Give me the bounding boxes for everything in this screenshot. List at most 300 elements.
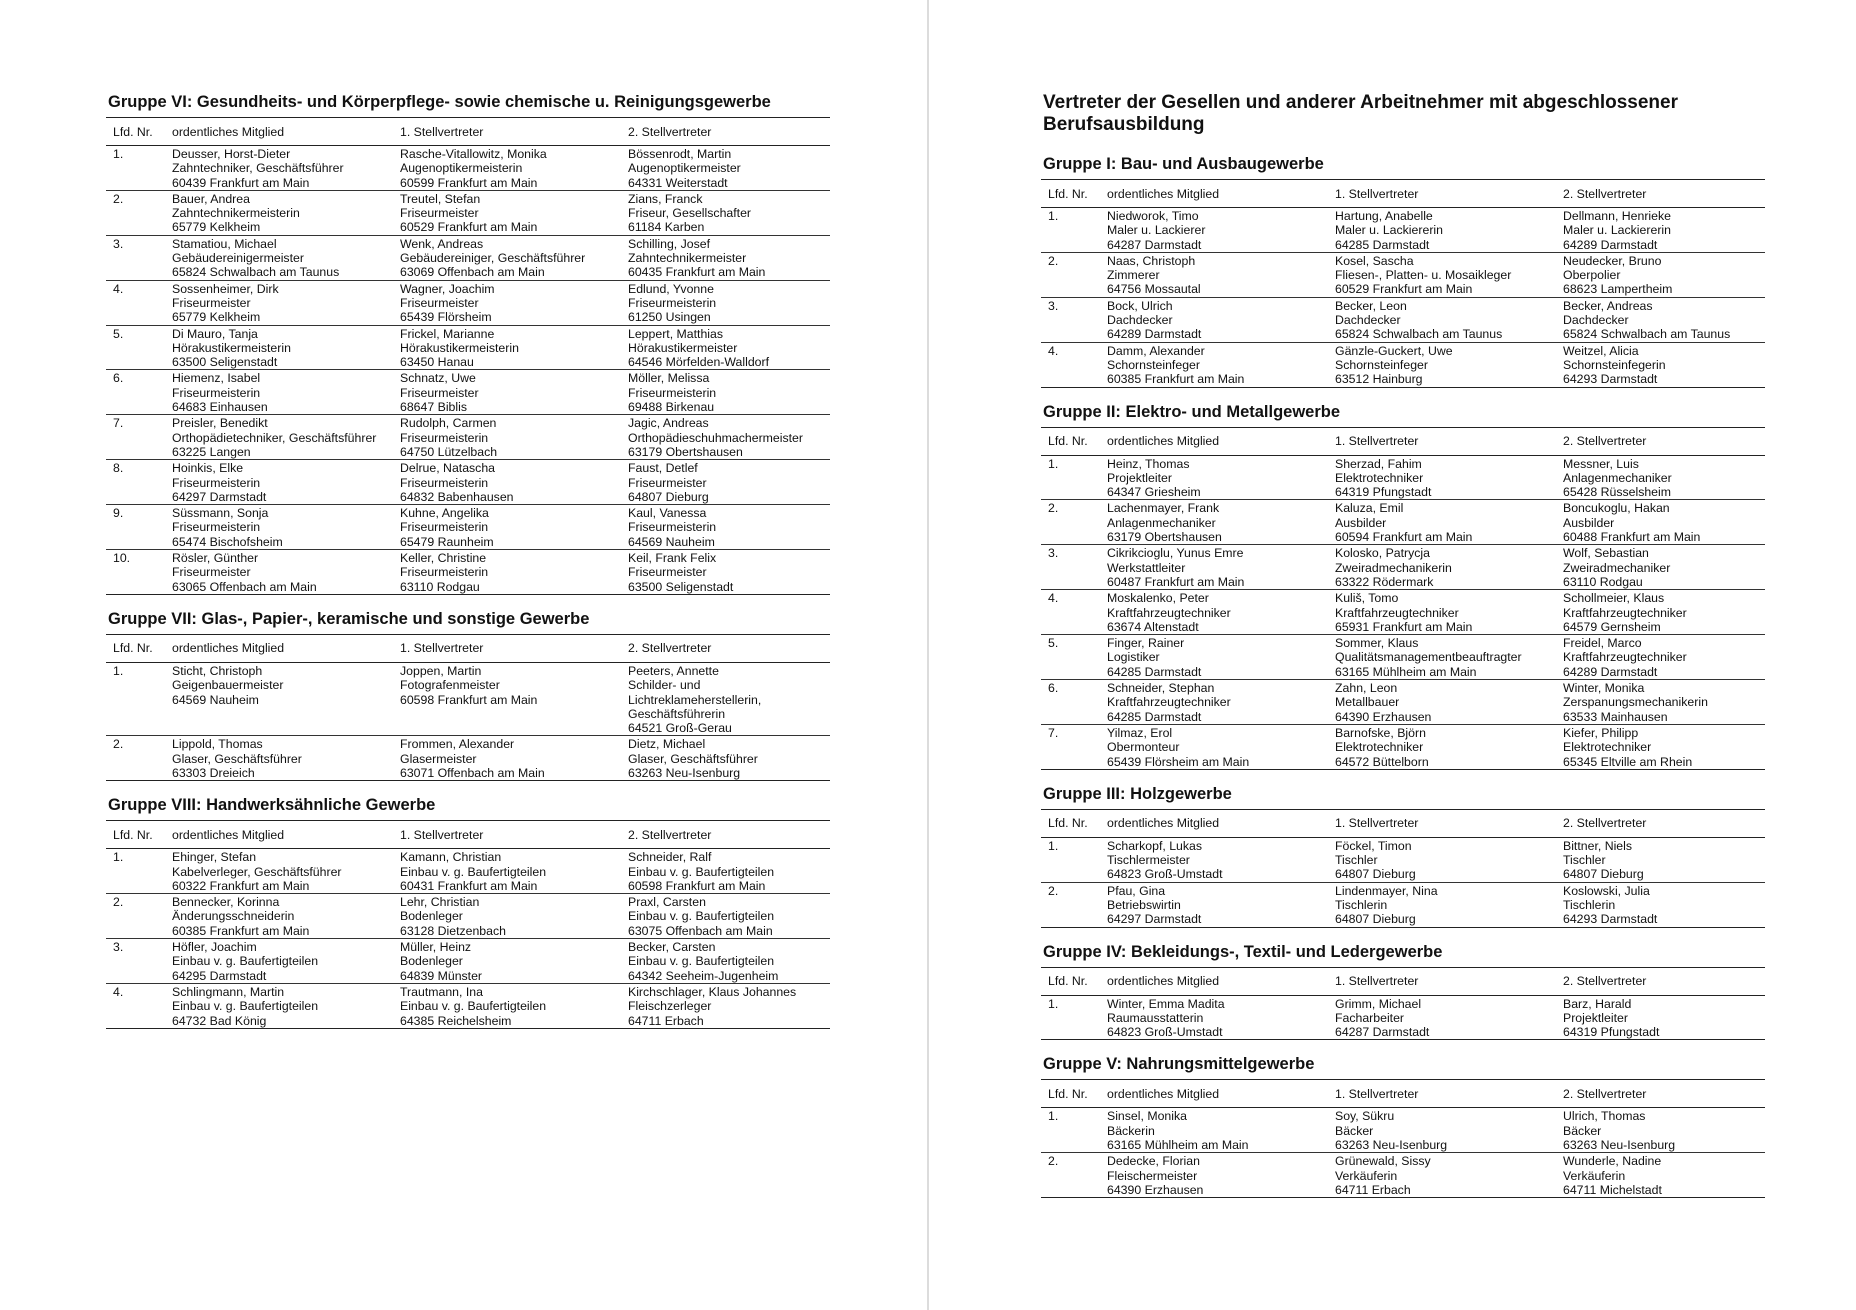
person-name: Zians, Franck [628,191,703,206]
person-occupation: Friseur, Gesellschafter [628,206,752,221]
group-section [1041,154,1765,388]
column-header-deputy-2: 2. Stellvertreter [621,634,830,662]
members-table [1041,427,1765,770]
person-name: Winter, Monika [1563,681,1645,696]
person-occupation: Friseurmeister [400,206,479,221]
person-name: Schollmeier, Klaus [1563,591,1665,606]
row-number: 1. [1041,455,1100,500]
person-location: 63225 Langen [172,444,251,459]
person-name: Niedworok, Timo [1107,209,1199,223]
column-header-member: ordentliches Mitglied [165,634,393,662]
table-header [1041,180,1765,208]
person-occupation: Tischler [1563,853,1606,868]
person-location: 64347 Griesheim [1107,485,1201,500]
person-occupation: Facharbeiter [1335,1010,1405,1025]
table-row [106,983,830,1028]
column-header-deputy-1: 1. Stellvertreter [1328,427,1556,455]
person-name: Di Mauro, Tanja [172,326,258,341]
deputy-2-cell [621,325,830,370]
table-row [106,736,830,781]
person-name: Moskalenko, Peter [1107,591,1209,606]
person-name: Sinsel, Monika [1107,1109,1187,1124]
person-location: 60488 Frankfurt am Main [1563,530,1701,545]
person-occupation: Friseurmeisterin [628,520,717,535]
deputy-2-cell [1556,297,1765,342]
person-name: Rudolph, Carmen [400,416,497,431]
table-row [106,415,830,460]
column-header-member: ordentliches Mitglied [165,118,393,146]
person-occupation: Friseurmeisterin [400,565,489,580]
column-header-deputy-1: 1. Stellvertreter [1328,967,1556,995]
row-number: 4. [1041,590,1100,635]
table-header [1041,967,1765,995]
deputy-2-cell [621,280,830,325]
member-cell [165,939,393,984]
person-name: Lachenmayer, Frank [1107,501,1220,516]
person-occupation: Elektrotechniker [1563,740,1652,755]
members-table [106,820,830,1029]
person-name: Wolf, Sebastian [1563,546,1649,561]
row-number: 6. [106,370,165,415]
person-occupation: Friseurmeisterin [400,520,489,535]
person-occupation: Qualitätsmanagementbeauftragter [1335,650,1522,665]
person-name: Höfler, Joachim [172,940,257,955]
table-row [1041,995,1765,1040]
person-name: Frommen, Alexander [400,737,515,752]
group-section [1041,402,1765,770]
row-number: 2. [1041,252,1100,297]
person-name: Neudecker, Bruno [1563,253,1662,268]
deputy-2-cell [1556,882,1765,927]
column-header-nr: Lfd. Nr. [1041,180,1100,208]
member-cell [165,280,393,325]
person-name: Dietz, Michael [628,737,706,752]
deputy-1-cell [1328,252,1556,297]
column-header-deputy-1: 1. Stellvertreter [393,634,621,662]
deputy-2-cell [621,505,830,550]
deputy-2-cell [1556,342,1765,387]
person-location: 60529 Frankfurt am Main [400,220,538,235]
person-occupation: Bäcker [1335,1123,1374,1138]
table-row [1041,500,1765,545]
person-occupation: Raumausstatterin [1107,1010,1204,1025]
person-occupation: Änderungsschneiderin [172,909,295,924]
member-cell [165,415,393,460]
table-row [1041,590,1765,635]
person-name: Delrue, Natascha [400,461,496,476]
person-name: Bittner, Niels [1563,838,1633,853]
person-name: Becker, Andreas [1563,298,1653,313]
person-location: 64385 Reichelsheim [400,1013,512,1028]
members-table [1041,809,1765,928]
person-occupation: Maler u. Lackiererin [1563,223,1671,238]
person-name: Becker, Leon [1335,298,1407,313]
row-number: 7. [106,415,165,460]
person-location: 64285 Darmstadt [1335,237,1430,252]
row-number: 2. [106,736,165,781]
person-location: 63069 Offenbach am Main [400,265,545,280]
person-location: 64293 Darmstadt [1563,372,1658,387]
person-name: Bössenrodt, Martin [628,147,732,161]
row-number: 10. [106,550,165,595]
person-name: Winter, Emma Madita [1107,996,1225,1011]
person-name: Hoinkis, Elke [172,461,244,476]
group-section [106,609,830,781]
deputy-2-cell [621,235,830,280]
deputy-1-cell [393,550,621,595]
person-name: Sossenheimer, Dirk [172,281,279,296]
person-location: 64331 Weiterstadt [628,175,728,190]
row-number: 1. [106,662,165,735]
person-name: Soy, Sükru [1335,1109,1395,1124]
person-location: 64319 Pfungstadt [1563,1025,1660,1040]
person-name: Rösler, Günther [172,551,259,566]
person-occupation: Geigenbauermeister [172,678,284,693]
person-occupation: Orthopädieschuhmachermeister [628,430,803,445]
person-occupation: Zahntechnikermeister [628,251,747,266]
deputy-1-cell [393,939,621,984]
table-row [1041,252,1765,297]
person-name: Sommer, Klaus [1335,636,1419,651]
person-occupation: Zahntechnikermeisterin [172,206,300,221]
column-header-member: ordentliches Mitglied [1100,180,1328,208]
person-location: 64569 Nauheim [628,534,715,549]
table-row [1041,1108,1765,1153]
person-occupation: Elektrotechniker [1335,740,1424,755]
column-header-deputy-1: 1. Stellvertreter [1328,180,1556,208]
member-cell [1100,724,1328,769]
row-number: 8. [106,460,165,505]
person-location: 60439 Frankfurt am Main [172,175,310,190]
person-name: Stamatiou, Michael [172,236,277,251]
person-name: Keil, Frank Felix [628,551,717,566]
person-occupation: Tischler [1335,853,1378,868]
person-location: 60599 Frankfurt am Main [400,175,538,190]
member-cell [1100,342,1328,387]
person-location: 64285 Darmstadt [1107,664,1202,679]
deputy-2-cell [621,146,830,191]
left-page-content [106,92,830,1043]
table-row [1041,837,1765,882]
person-location: 64390 Erzhausen [1335,709,1432,724]
person-name: Hiemenz, Isabel [172,371,261,386]
person-occupation: Bäcker [1563,1123,1602,1138]
table-row [1041,545,1765,590]
person-name: Jagic, Andreas [628,416,709,431]
person-location: 64807 Dieburg [1335,867,1416,882]
person-name: Kosel, Sascha [1335,253,1414,268]
group-title: Gruppe VI: Gesundheits- und Körperpflege- sowie chemische u. Reinigungsgewerbe [108,93,771,111]
member-cell [1100,252,1328,297]
person-location: 63263 Neu-Isenburg [628,765,741,780]
person-location: 63500 Seligenstadt [172,355,278,370]
person-occupation: Elektrotechniker [1335,470,1424,485]
person-name: Treutel, Stefan [400,191,481,206]
person-occupation: Hörakustikermeisterin [172,340,291,355]
person-location: 61184 Karben [628,220,705,235]
column-header-deputy-1: 1. Stellvertreter [1328,809,1556,837]
deputy-1-cell [393,190,621,235]
person-name: Naas, Christoph [1107,253,1196,268]
group-title: Gruppe IV: Bekleidungs-, Textil- und Ledergewerbe [1043,942,1443,961]
row-number: 3. [1041,297,1100,342]
deputy-1-cell [1328,590,1556,635]
deputy-2-cell [1556,208,1765,253]
deputy-1-cell [393,235,621,280]
person-location: 63110 Rodgau [400,579,480,594]
person-name: Kirchschlager, Klaus Johannes [628,984,797,999]
person-occupation: Friseurmeister [172,565,251,580]
person-name: Ehinger, Stefan [172,850,257,865]
person-name: Bennecker, Korinna [172,895,280,910]
member-cell [165,370,393,415]
person-occupation: Friseurmeisterin [628,385,717,400]
person-occupation: Friseurmeister [172,295,251,310]
person-name: Edlund, Yvonne [628,281,714,296]
person-location: 64823 Groß-Umstadt [1107,1025,1223,1040]
table-row [106,190,830,235]
deputy-1-cell [1328,724,1556,769]
deputy-2-cell [621,662,830,735]
deputy-1-cell [1328,1108,1556,1153]
member-cell [165,505,393,550]
person-name: Cikrikcioglu, Yunus Emre [1107,546,1244,561]
person-occupation: Projektleiter [1563,1010,1628,1025]
person-occupation: Augenoptikermeister [628,161,741,176]
table-row [1041,1153,1765,1198]
deputy-2-cell [1556,635,1765,680]
person-occupation: Ausbilder [1335,515,1387,530]
person-location: 65474 Bischofsheim [172,534,283,549]
members-table [1041,179,1765,388]
row-number: 2. [1041,882,1100,927]
person-name: Frickel, Marianne [400,326,495,341]
person-name: Kolosko, Patrycja [1335,546,1431,561]
person-location: 65931 Frankfurt am Main [1335,619,1473,634]
table-row [1041,635,1765,680]
deputy-1-cell [1328,680,1556,725]
person-name: Keller, Christine [400,551,487,566]
person-name: Kaluza, Emil [1335,501,1404,516]
table-row [1041,297,1765,342]
table-row [106,894,830,939]
member-cell [1100,208,1328,253]
row-number: 2. [106,894,165,939]
person-occupation: Fleischermeister [1107,1168,1198,1183]
deputy-2-cell [621,190,830,235]
person-occupation: Lichtreklameherstellerin, [628,692,762,707]
person-occupation: Hörakustikermeisterin [400,340,519,355]
deputy-1-cell [1328,635,1556,680]
person-name: Schilling, Josef [628,236,711,251]
column-header-member: ordentliches Mitglied [1100,1080,1328,1108]
column-header-nr: Lfd. Nr. [106,118,165,146]
person-name: Weitzel, Alicia [1563,343,1639,358]
person-name: Praxl, Carsten [628,895,706,910]
row-number: 6. [1041,680,1100,725]
group-title: Gruppe II: Elektro- und Metallgewerbe [1043,402,1341,421]
person-name: Wagner, Joachim [400,281,495,296]
person-occupation: Friseurmeisterin [172,520,261,535]
person-occupation: Logistiker [1107,650,1160,665]
deputy-2-cell [621,415,830,460]
person-occupation: Zerspanungsmechanikerin [1563,695,1708,710]
person-occupation: Metallbauer [1335,695,1400,710]
deputy-2-cell [621,460,830,505]
header-row [106,634,830,662]
person-location: 60598 Frankfurt am Main [400,692,538,707]
person-location: 65345 Eltville am Rhein [1563,754,1693,769]
deputy-1-cell [1328,500,1556,545]
person-location: 63450 Hanau [400,355,474,370]
deputy-1-cell [393,146,621,191]
person-location: 63512 Hainburg [1335,372,1423,387]
person-occupation: Kraftfahrzeugtechniker [1563,605,1687,620]
person-name: Schneider, Stephan [1107,681,1215,696]
member-cell [1100,545,1328,590]
person-occupation: Friseurmeisterin [172,385,261,400]
deputy-1-cell [1328,208,1556,253]
person-location: 60431 Frankfurt am Main [400,878,538,893]
person-location: 64297 Darmstadt [1107,912,1202,927]
person-name: Rasche-Vitallowitz, Monika [400,147,547,161]
member-cell [1100,500,1328,545]
person-occupation: Zahntechniker, Geschäftsführer [172,161,344,176]
person-occupation: Tischlermeister [1107,853,1190,868]
person-location: 64289 Darmstadt [1107,327,1202,342]
table-row [106,662,830,735]
person-occupation: Maler u. Lackiererin [1335,223,1443,238]
column-header-member: ordentliches Mitglied [1100,427,1328,455]
person-occupation: Dachdecker [1107,313,1173,328]
person-occupation: Werkstattleiter [1107,560,1186,575]
deputy-1-cell [393,894,621,939]
member-cell [1100,882,1328,927]
person-name: Messner, Luis [1563,456,1639,471]
deputy-1-cell [1328,545,1556,590]
group-title: Gruppe VIII: Handwerksähnliche Gewerbe [108,796,436,815]
person-location: 65479 Raunheim [400,534,494,549]
person-location: 64287 Darmstadt [1335,1025,1430,1040]
person-occupation: Hörakustikermeister [628,340,738,355]
column-header-member: ordentliches Mitglied [1100,967,1328,995]
person-name: Faust, Detlef [628,461,698,476]
person-location: 60594 Frankfurt am Main [1335,530,1473,545]
person-occupation: Fliesen-, Platten- u. Mosaikleger [1335,268,1512,283]
deputy-1-cell [1328,882,1556,927]
person-name: Finger, Rainer [1107,636,1185,651]
member-cell [1100,1153,1328,1198]
row-number: 4. [106,983,165,1028]
deputy-2-cell [621,939,830,984]
row-number: 4. [106,280,165,325]
person-occupation: Friseurmeisterin [400,430,489,445]
person-occupation: Dachdecker [1335,313,1401,328]
person-location: 63179 Obertshausen [1107,530,1222,545]
person-location: 64319 Pfungstadt [1335,485,1432,500]
header-row [106,118,830,146]
table-row [1041,724,1765,769]
member-cell [165,190,393,235]
table-header [106,821,830,849]
group-title: Gruppe V: Nahrungsmittelgewerbe [1043,1055,1315,1074]
person-name: Kamann, Christian [400,850,502,865]
person-name: Deusser, Horst-Dieter [172,147,291,161]
member-cell [1100,680,1328,725]
member-cell [1100,1108,1328,1153]
person-name: Kiefer, Philipp [1563,725,1639,740]
row-number: 2. [1041,500,1100,545]
group-section [106,795,830,1029]
table-row [106,325,830,370]
person-location: 63071 Offenbach am Main [400,765,545,780]
deputy-2-cell [1556,724,1765,769]
person-location: 68647 Biblis [400,400,467,415]
person-location: 64823 Groß-Umstadt [1107,867,1223,882]
deputy-2-cell [1556,1108,1765,1153]
person-location: 64295 Darmstadt [172,968,267,983]
person-location: 64807 Dieburg [1563,867,1644,882]
column-header-deputy-2: 2. Stellvertreter [621,118,830,146]
row-number: 5. [1041,635,1100,680]
person-occupation: Einbau v. g. Baufertigteilen [400,999,547,1014]
person-occupation: Friseurmeister [400,295,479,310]
row-number: 2. [106,190,165,235]
table-header [1041,1080,1765,1108]
deputy-1-cell [1328,342,1556,387]
person-name: Becker, Carsten [628,940,716,955]
member-cell [1100,635,1328,680]
members-table [1041,1079,1765,1198]
person-occupation: Bäckerin [1107,1123,1155,1138]
group-title: Gruppe I: Bau- und Ausbaugewerbe [1043,155,1324,173]
column-header-nr: Lfd. Nr. [1041,1080,1100,1108]
person-name: Dedecke, Florian [1107,1154,1200,1169]
person-location: 63674 Altenstadt [1107,619,1199,634]
person-location: 64711 Michelstadt [1563,1182,1662,1197]
table-row [1041,208,1765,253]
person-location: 60322 Frankfurt am Main [172,878,310,893]
deputy-1-cell [1328,1153,1556,1198]
deputy-1-cell [393,505,621,550]
person-location: 64289 Darmstadt [1563,237,1658,252]
person-occupation: Friseurmeisterin [628,295,717,310]
person-occupation: Orthopädietechniker, Geschäftsführer [172,430,377,445]
person-location: 63075 Offenbach am Main [628,923,773,938]
person-name: Joppen, Martin [400,663,482,678]
document-title: Vertreter der Gesellen und anderer Arbeitnehmer mit abgeschlossener Berufsausbildung [1043,92,1678,135]
group-title: Gruppe III: Holzgewerbe [1043,784,1232,803]
person-location: 60385 Frankfurt am Main [172,923,310,938]
person-name: Sherzad, Fahim [1335,456,1422,471]
person-occupation: Schilder- und [628,678,701,693]
person-occupation: Zimmerer [1107,268,1160,283]
person-location: 64807 Dieburg [628,489,709,504]
person-name: Lindenmayer, Nina [1335,883,1438,898]
column-header-deputy-1: 1. Stellvertreter [393,118,621,146]
person-location: 64750 Lützelbach [400,444,498,459]
deputy-2-cell [1556,837,1765,882]
person-location: 69488 Birkenau [628,400,715,415]
row-number: 1. [106,849,165,894]
row-number: 1. [1041,837,1100,882]
person-occupation: Fotografenmeister [400,678,500,693]
person-occupation: Verkäuferin [1335,1168,1398,1183]
person-location: 63263 Neu-Isenburg [1335,1138,1448,1153]
table-header [106,634,830,662]
person-occupation: Betriebswirtin [1107,897,1181,912]
deputy-2-cell [1556,455,1765,500]
